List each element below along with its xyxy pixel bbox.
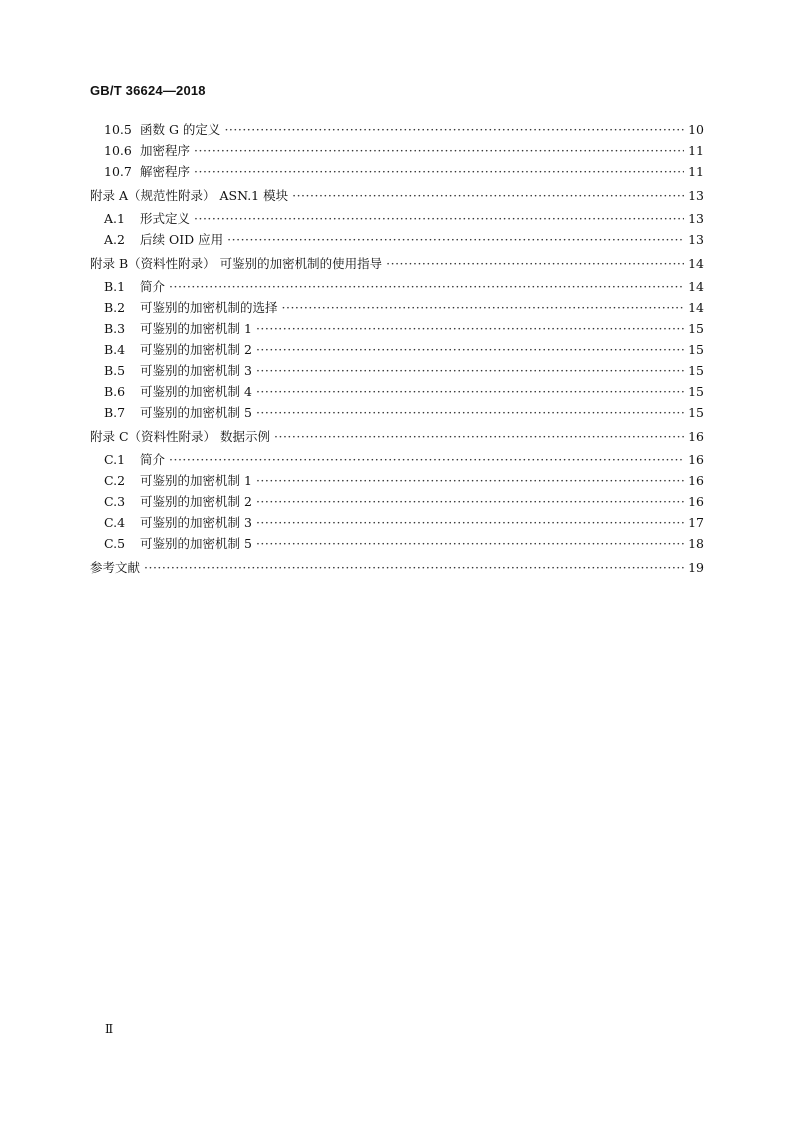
toc-entry[interactable] bbox=[90, 339, 704, 360]
toc-leader-dots bbox=[194, 208, 684, 229]
toc-entry-page: 16 bbox=[688, 473, 704, 488]
toc-entry-number: B.6 bbox=[104, 384, 126, 399]
toc-entry-title: 简介 bbox=[140, 452, 166, 467]
toc-leader-dots bbox=[256, 470, 684, 491]
toc-leader-dots bbox=[274, 425, 684, 449]
toc-entry-page: 16 bbox=[688, 452, 704, 467]
toc-leader-dots bbox=[256, 339, 684, 360]
toc-entry-page: 13 bbox=[688, 211, 704, 226]
toc-entry-number: B.5 bbox=[104, 363, 126, 378]
toc-entry[interactable] bbox=[90, 449, 704, 470]
toc-leader-dots bbox=[169, 276, 684, 297]
toc-entry-number: B.3 bbox=[104, 321, 126, 336]
toc-entry-title: 可鉴别的加密机制 2 bbox=[140, 494, 252, 509]
toc-annex-entry[interactable] bbox=[90, 252, 704, 276]
toc-entry-title: 附录 C（资料性附录） 数据示例 bbox=[90, 429, 271, 444]
toc-entry-number: A.2 bbox=[104, 232, 125, 247]
toc-leader-dots bbox=[144, 556, 684, 580]
toc-entry[interactable] bbox=[90, 318, 704, 339]
toc-entry-number: A.1 bbox=[104, 211, 125, 226]
toc-entry[interactable] bbox=[90, 402, 704, 423]
toc-entry-title: 可鉴别的加密机制 5 bbox=[140, 536, 252, 551]
toc-entry-page: 17 bbox=[688, 515, 704, 530]
toc-leader-dots bbox=[256, 491, 684, 512]
toc-entry-number: B.7 bbox=[104, 405, 126, 420]
toc-entry-title: 可鉴别的加密机制 2 bbox=[140, 342, 252, 357]
toc-entry-page: 15 bbox=[688, 342, 704, 357]
toc-leader-dots bbox=[256, 381, 684, 402]
toc-entry-number: C.4 bbox=[104, 515, 126, 530]
toc-entry-number: C.5 bbox=[104, 536, 126, 551]
toc-entry[interactable] bbox=[90, 119, 704, 140]
toc-leader-dots bbox=[256, 402, 684, 423]
toc-entry-title: 可鉴别的加密机制的选择 bbox=[140, 300, 278, 315]
toc-entry-page: 16 bbox=[688, 429, 704, 444]
standard-code-header: GB/T 36624—2018 bbox=[90, 83, 206, 98]
toc-entry-page: 15 bbox=[688, 321, 704, 336]
toc-entry-title: 加密程序 bbox=[140, 143, 191, 158]
toc-entry-title: 附录 A（规范性附录） ASN.1 模块 bbox=[90, 188, 289, 203]
toc-entry-page: 14 bbox=[688, 300, 704, 315]
toc-entry-number: B.4 bbox=[104, 342, 126, 357]
toc-leader-dots bbox=[256, 360, 684, 381]
toc-entry-number: C.2 bbox=[104, 473, 126, 488]
toc-entry[interactable] bbox=[90, 360, 704, 381]
toc-entry-title: 可鉴别的加密机制 3 bbox=[140, 515, 252, 530]
toc-entry[interactable] bbox=[90, 533, 704, 554]
toc-entry[interactable] bbox=[90, 297, 704, 318]
toc-entry-title: 参考文献 bbox=[90, 560, 141, 575]
toc-entry-page: 15 bbox=[688, 405, 704, 420]
toc-entry-page: 15 bbox=[688, 384, 704, 399]
page-number-footer: Ⅱ bbox=[105, 1022, 114, 1036]
toc-entry-title: 可鉴别的加密机制 1 bbox=[140, 321, 252, 336]
toc-entry[interactable] bbox=[90, 208, 704, 229]
toc-entry-page: 11 bbox=[688, 164, 704, 179]
toc-entry-page: 16 bbox=[688, 494, 704, 509]
toc-entry-number: 10.7 bbox=[104, 164, 132, 179]
toc-entry-page: 18 bbox=[688, 536, 704, 551]
toc-entry-page: 11 bbox=[688, 143, 704, 158]
toc-entry[interactable] bbox=[90, 491, 704, 512]
toc-entry[interactable] bbox=[90, 381, 704, 402]
toc-leader-dots bbox=[282, 297, 685, 318]
toc-entry-number: 10.5 bbox=[104, 122, 132, 137]
toc-entry-page: 10 bbox=[688, 122, 704, 137]
toc-entry-number: C.1 bbox=[104, 452, 126, 467]
toc-entry[interactable] bbox=[90, 229, 704, 250]
toc-entry-title: 解密程序 bbox=[140, 164, 191, 179]
toc-entry-title: 可鉴别的加密机制 3 bbox=[140, 363, 252, 378]
table-of-contents bbox=[90, 119, 704, 580]
toc-leader-dots bbox=[194, 140, 684, 161]
toc-entry[interactable] bbox=[90, 276, 704, 297]
toc-entry-title: 后续 OID 应用 bbox=[140, 232, 224, 247]
toc-entry[interactable] bbox=[90, 161, 704, 182]
toc-leader-dots bbox=[256, 533, 684, 554]
toc-entry-page: 19 bbox=[688, 560, 704, 575]
toc-entry-number: 10.6 bbox=[104, 143, 132, 158]
toc-entry[interactable] bbox=[90, 140, 704, 161]
toc-leader-dots bbox=[169, 449, 684, 470]
toc-entry-page: 13 bbox=[688, 188, 704, 203]
toc-entry-page: 14 bbox=[688, 279, 704, 294]
toc-entry-title: 简介 bbox=[140, 279, 166, 294]
toc-leader-dots bbox=[386, 252, 684, 276]
toc-entry-title: 可鉴别的加密机制 5 bbox=[140, 405, 252, 420]
toc-leader-dots bbox=[224, 119, 684, 140]
toc-entry[interactable] bbox=[90, 512, 704, 533]
toc-entry-title: 附录 B（资料性附录） 可鉴别的加密机制的使用指导 bbox=[90, 256, 383, 271]
toc-entry-page: 15 bbox=[688, 363, 704, 378]
toc-entry-page: 14 bbox=[688, 256, 704, 271]
toc-leader-dots bbox=[256, 512, 684, 533]
toc-annex-entry[interactable] bbox=[90, 184, 704, 208]
toc-entry-title: 函数 G 的定义 bbox=[140, 122, 221, 137]
toc-leader-dots bbox=[194, 161, 684, 182]
toc-leader-dots bbox=[227, 229, 684, 250]
toc-annex-entry[interactable] bbox=[90, 425, 704, 449]
toc-entry-number: B.1 bbox=[104, 279, 126, 294]
toc-entry-number: C.3 bbox=[104, 494, 126, 509]
toc-entry-page: 13 bbox=[688, 232, 704, 247]
toc-entry-title: 形式定义 bbox=[140, 211, 191, 226]
toc-annex-entry[interactable] bbox=[90, 556, 704, 580]
toc-entry-number: B.2 bbox=[104, 300, 126, 315]
toc-entry-title: 可鉴别的加密机制 4 bbox=[140, 384, 252, 399]
toc-leader-dots bbox=[256, 318, 684, 339]
toc-entry[interactable] bbox=[90, 470, 704, 491]
toc-entry-title: 可鉴别的加密机制 1 bbox=[140, 473, 252, 488]
toc-leader-dots bbox=[292, 184, 684, 208]
